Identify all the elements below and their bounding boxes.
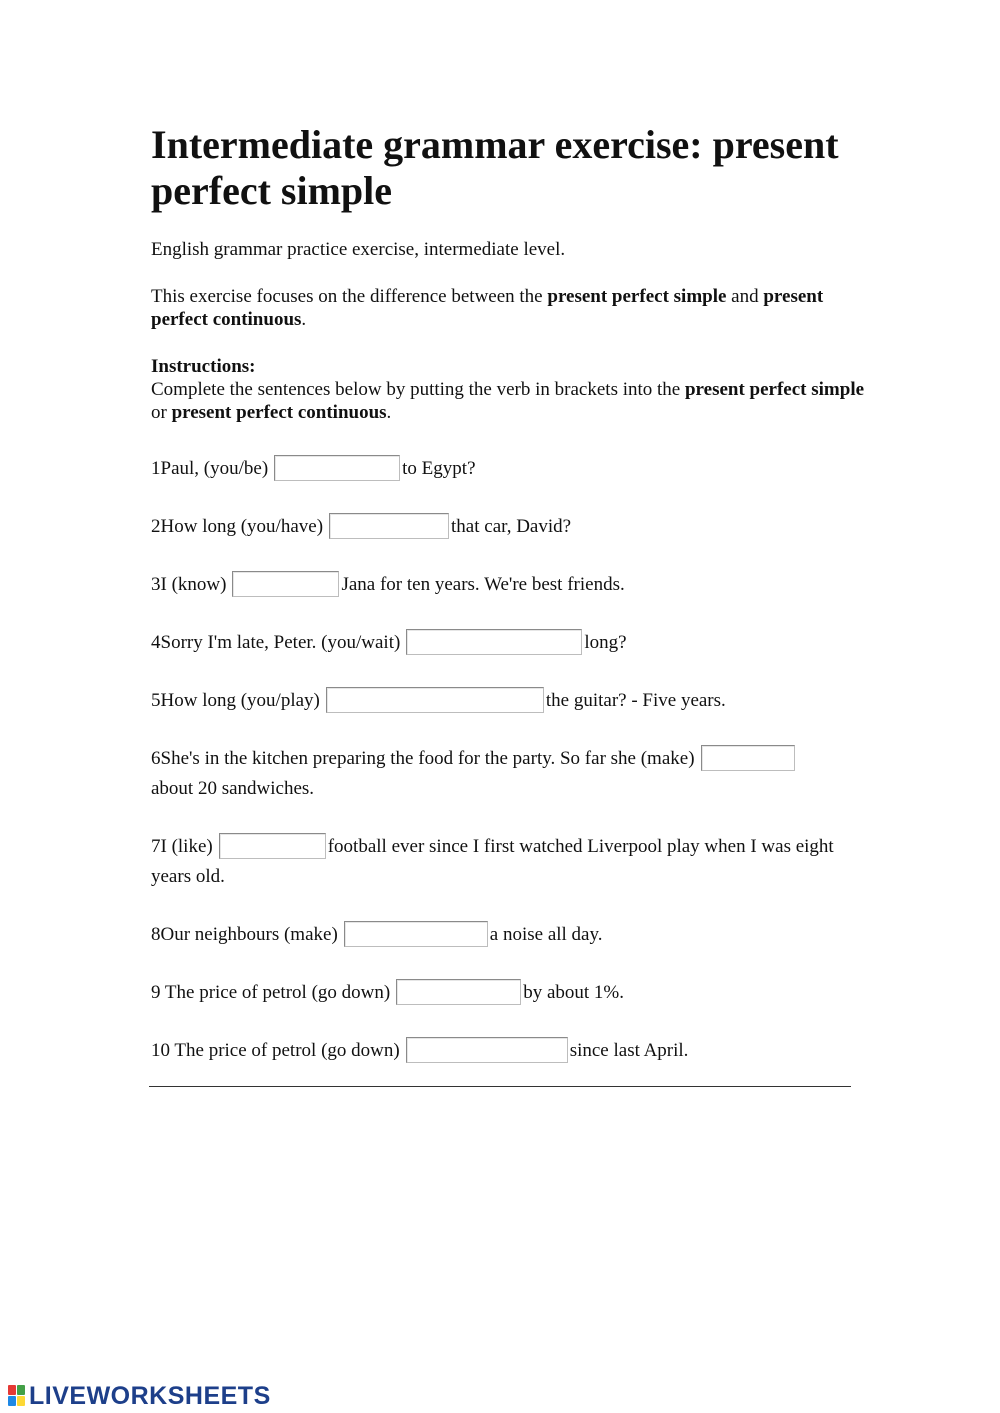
question-continuation: Jana for ten years. We're best friends. [341, 574, 625, 595]
question-prompt: 2How long (you/have) [151, 516, 324, 537]
question-9 [151, 978, 851, 1008]
question-prompt: 5How long (you/play) [151, 690, 320, 711]
intro-text: English grammar practice exercise, intermediate level. [151, 239, 566, 260]
answer-input-5[interactable] [326, 687, 544, 713]
question-continuation: about 20 sandwiches. [151, 778, 315, 799]
focus-paragraph [151, 285, 871, 331]
question-continuation: since last April. [569, 1040, 689, 1061]
question-4 [151, 628, 851, 658]
question-5 [151, 686, 851, 716]
question-continuation: football ever since I first watched Liverpool play when I was eight years old. [151, 836, 834, 887]
question-continuation: a noise all day. [489, 924, 603, 945]
question-prompt: 3I (know) [151, 574, 227, 595]
question-prompt: 6She's in the kitchen preparing the food for the party. So far she (make) [151, 748, 695, 769]
question-continuation: that car, David? [451, 516, 572, 537]
focus-term-2: present perfect continuous [151, 286, 824, 330]
answer-input-3[interactable] [232, 571, 339, 597]
focus-term-1: present perfect simple [547, 286, 727, 307]
question-continuation: to Egypt? [402, 458, 476, 479]
page-title: Intermediate grammar exercise: present perfect simple [151, 122, 839, 213]
question-prompt: 4Sorry I'm late, Peter. (you/wait) [151, 632, 401, 653]
question-2 [151, 512, 851, 542]
logo-text: LIVEWORKSHEETS [29, 1381, 271, 1410]
question-prompt: 7I (like) [151, 836, 213, 857]
question-continuation: long? [584, 632, 627, 653]
horizontal-divider [149, 1086, 851, 1087]
question-prompt: 8Our neighbours (make) [151, 924, 338, 945]
answer-input-10[interactable] [406, 1037, 568, 1063]
question-7 [151, 832, 851, 892]
answer-input-4[interactable] [406, 629, 582, 655]
question-10 [151, 1036, 851, 1066]
question-3 [151, 570, 851, 600]
answer-input-8[interactable] [344, 921, 488, 947]
instructions-heading: Instructions: [151, 356, 256, 377]
question-8 [151, 920, 851, 950]
question-1 [151, 454, 851, 484]
answer-input-6[interactable] [701, 745, 795, 771]
answer-input-7[interactable] [219, 833, 326, 859]
liveworksheets-logo [8, 1382, 271, 1410]
focus-text-3: . [301, 309, 307, 330]
answer-input-1[interactable] [274, 455, 400, 481]
instructions-text: Complete the sentences below by putting the verb in brackets into the present perfect simple or present perfect continuous. [151, 379, 865, 423]
question-prompt: 1Paul, (you/be) [151, 458, 269, 479]
answer-input-2[interactable] [329, 513, 449, 539]
focus-text-1: This exercise focuses on the difference between the [151, 286, 548, 307]
logo-blocks-icon [8, 1385, 26, 1407]
question-prompt: 10 The price of petrol (go down) [151, 1040, 400, 1061]
question-prompt: 9 The price of petrol (go down) [151, 982, 391, 1003]
question-6 [151, 744, 851, 804]
answer-input-9[interactable] [396, 979, 521, 1005]
focus-text-2: and [726, 286, 764, 307]
question-continuation: by about 1%. [523, 982, 624, 1003]
question-continuation: the guitar? - Five years. [545, 690, 726, 711]
